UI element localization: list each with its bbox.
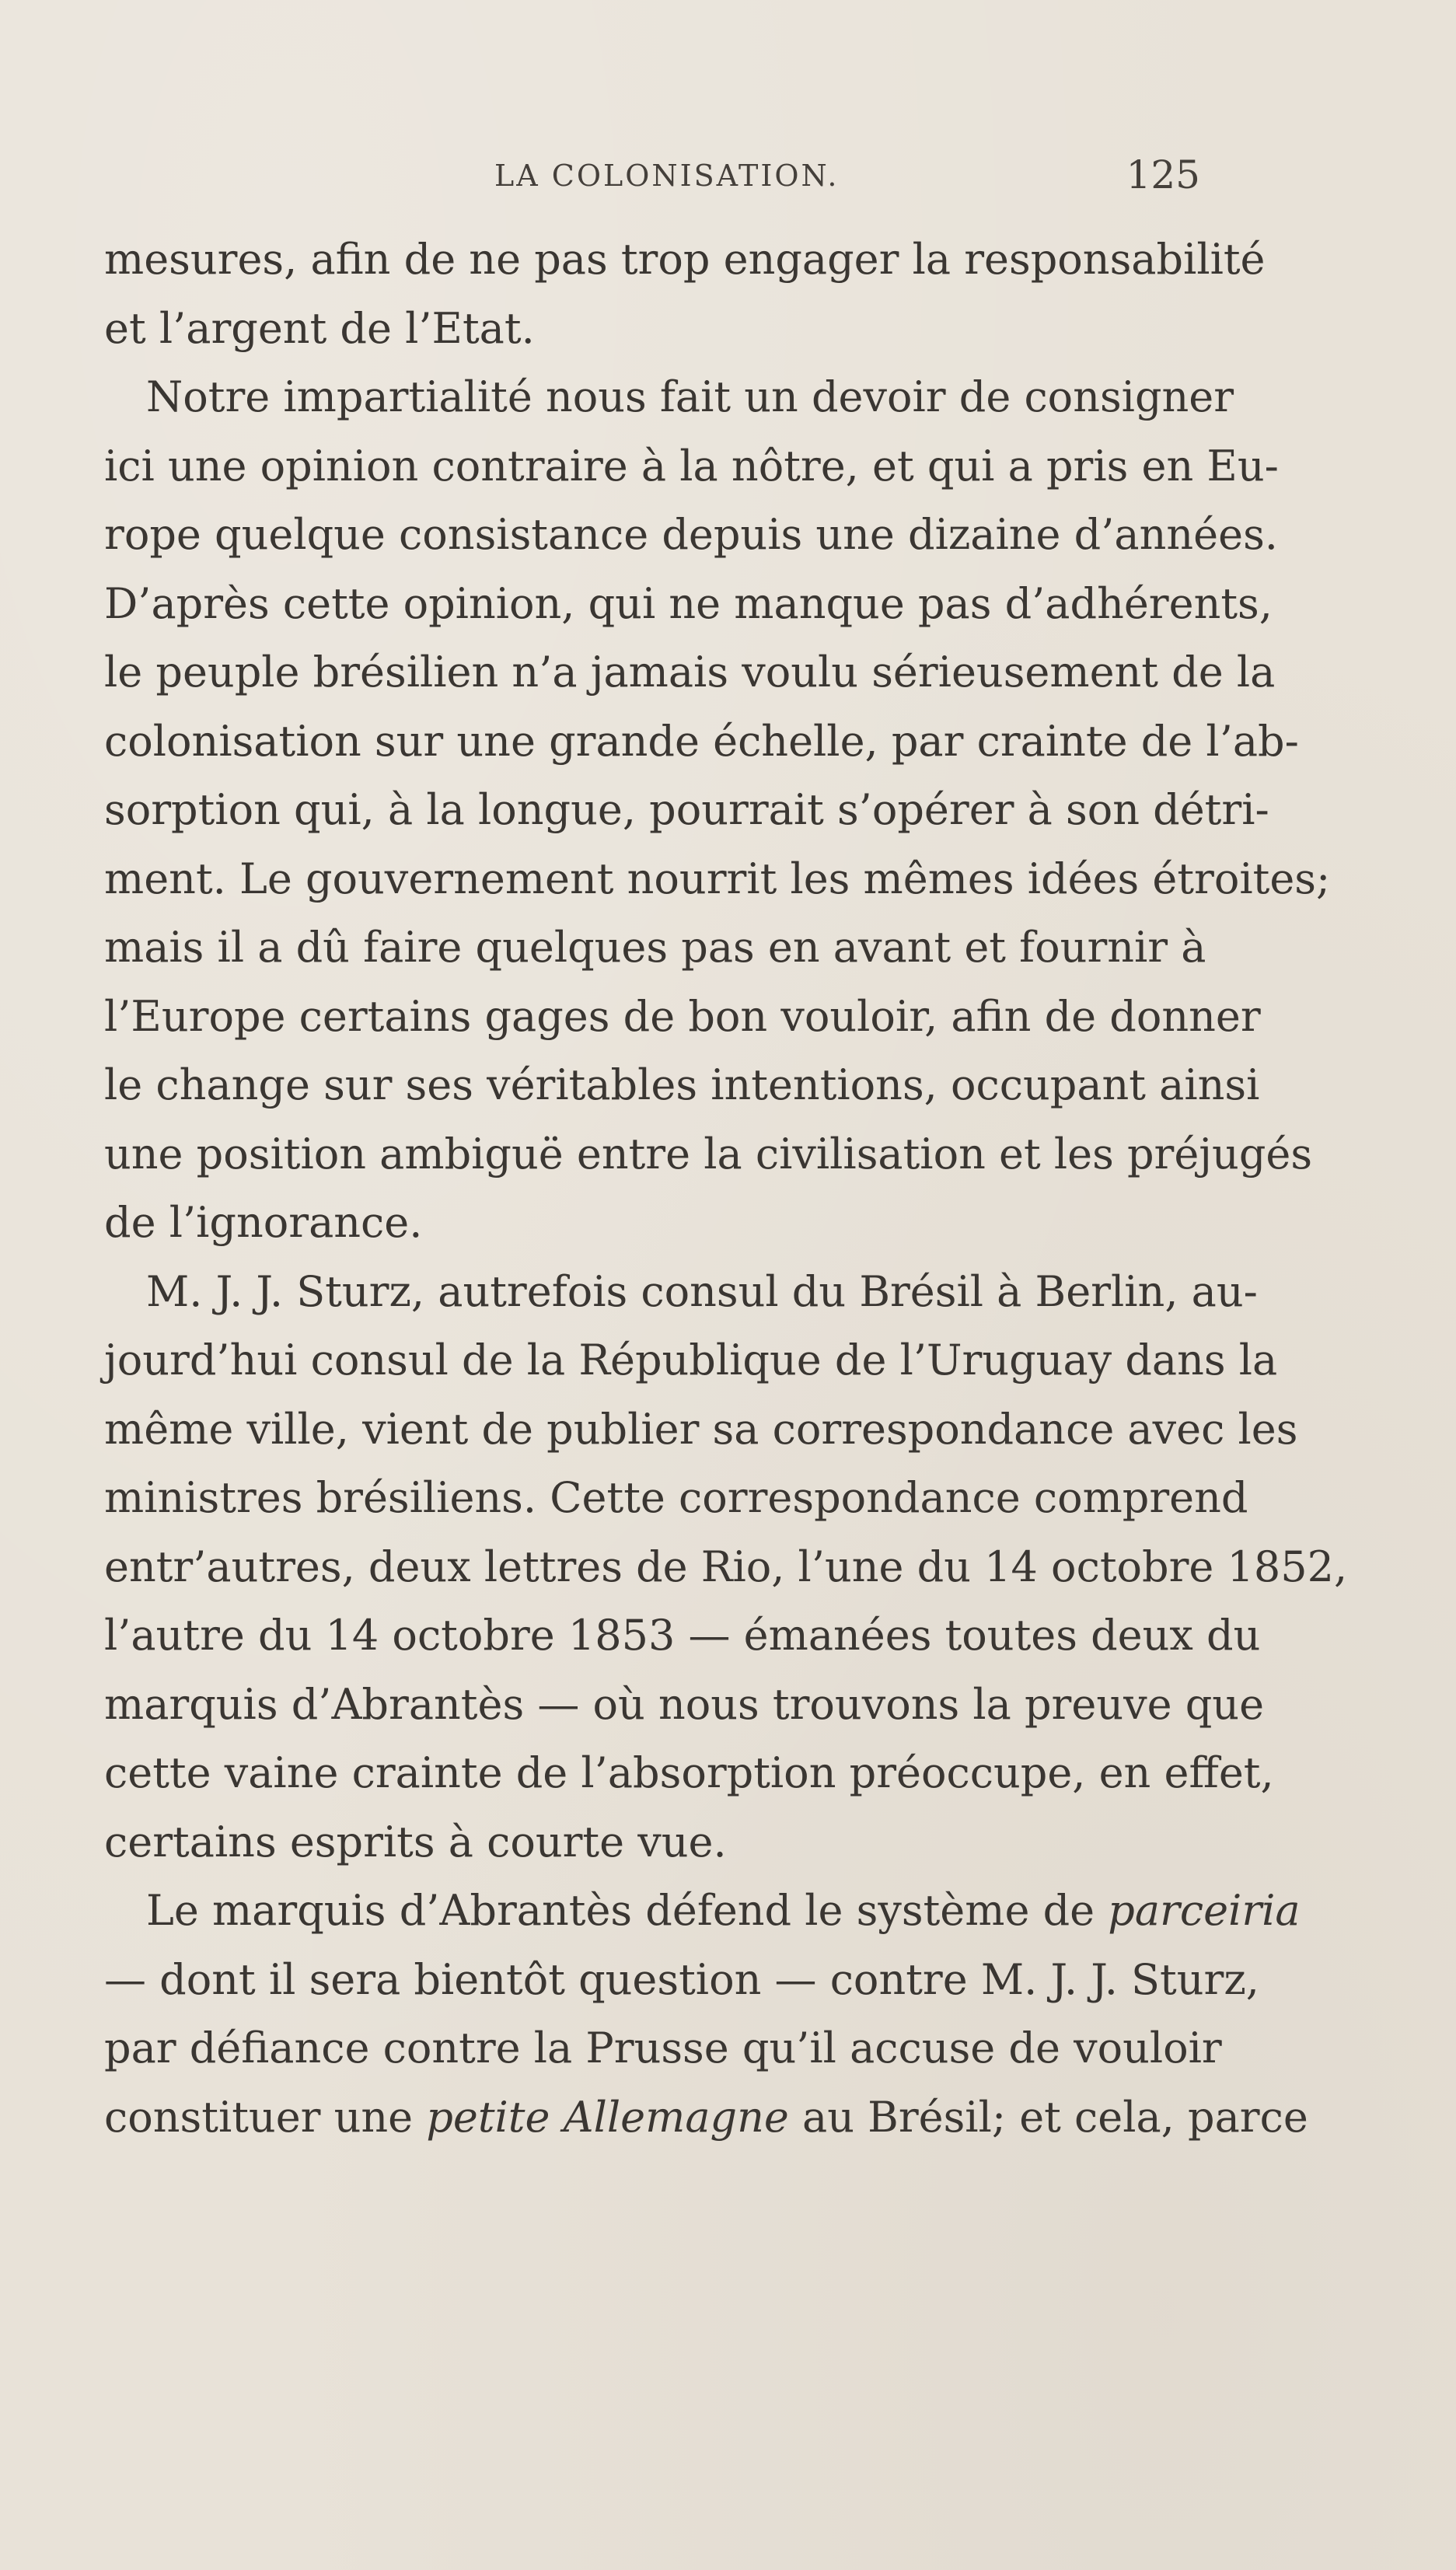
- paragraph-start-line: M. J. J. Sturz, autrefois consul du Brésil à Berlin, au-: [146, 1266, 1258, 1316]
- text-line: de l’ignorance.: [104, 1198, 423, 1247]
- text-line: jourd’hui consul de la République de l’Uruguay dans la: [104, 1336, 1278, 1385]
- text-line: ment. Le gouvernement nourrit les mêmes idées étroites;: [104, 854, 1331, 903]
- text-line: mesures, afin de ne pas trop engager la responsabilité: [104, 235, 1266, 284]
- italic-term-parceiria: parceiria: [1108, 1886, 1301, 1935]
- running-head: LA COLONISATION.: [494, 159, 840, 193]
- italic-term-petite-allemagne: petite Allemagne: [426, 2092, 789, 2142]
- text-line: une position ambiguë entre la civilisation et les préjugés: [104, 1129, 1313, 1178]
- body-text: [104, 225, 1348, 2152]
- text-line: l’autre du 14 octobre 1853 — émanées toutes deux du: [104, 1611, 1261, 1660]
- text-line: rope quelque consistance depuis une dizaine d’années.: [104, 510, 1278, 559]
- text-line: le peuple brésilien n’a jamais voulu sérieusement de la: [104, 648, 1276, 697]
- text-segment: Le marquis d’Abrantès défend le système de: [146, 1886, 1109, 1935]
- text-line: mais il a dû faire quelques pas en avant et fournir à: [104, 923, 1206, 972]
- text-line: [104, 2083, 1308, 2153]
- page-number: 125: [1126, 152, 1200, 197]
- text-line: D’après cette opinion, qui ne manque pas d’adhérents,: [104, 578, 1273, 628]
- text-line: sorption qui, à la longue, pourrait s’opérer à son détri-: [104, 785, 1269, 834]
- text-line: cette vaine crainte de l’absorption préoccupe, en effet,: [104, 1748, 1274, 1797]
- text-line: colonisation sur une grande échelle, par crainte de l’ab-: [104, 716, 1299, 766]
- text-line: par défiance contre la Prusse qu’il accuse de vouloir: [104, 2024, 1222, 2072]
- paragraph-start-line: [104, 1877, 1301, 1946]
- text-line: le change sur ses véritables intentions, occupant ainsi: [104, 1060, 1260, 1109]
- text-line: même ville, vient de publier sa correspondance avec les: [104, 1404, 1298, 1454]
- text-line: certains esprits à courte vue.: [104, 1817, 727, 1866]
- paragraph-start-line: Notre impartialité nous fait un devoir de consigner: [146, 372, 1234, 421]
- text-line: entr’autres, deux lettres de Rio, l’une du 14 octobre 1852,: [104, 1542, 1348, 1591]
- text-line: et l’argent de l’Etat.: [104, 303, 535, 353]
- text-line: ministres brésiliens. Cette correspondance comprend: [104, 1473, 1248, 1522]
- text-line: — dont il sera bientôt question — contre M. J. J. Sturz,: [104, 1954, 1259, 2004]
- text-segment: constituer une: [104, 2092, 427, 2142]
- text-line: l’Europe certains gages de bon vouloir, afin de donner: [104, 991, 1261, 1041]
- text-line: ici une opinion contraire à la nôtre, et qui a pris en Eu-: [104, 441, 1279, 491]
- text-line: marquis d’Abrantès — où nous trouvons la preuve que: [104, 1679, 1265, 1729]
- page-header: [104, 152, 1200, 207]
- text-segment: au Brésil; et cela, parce: [788, 2092, 1308, 2142]
